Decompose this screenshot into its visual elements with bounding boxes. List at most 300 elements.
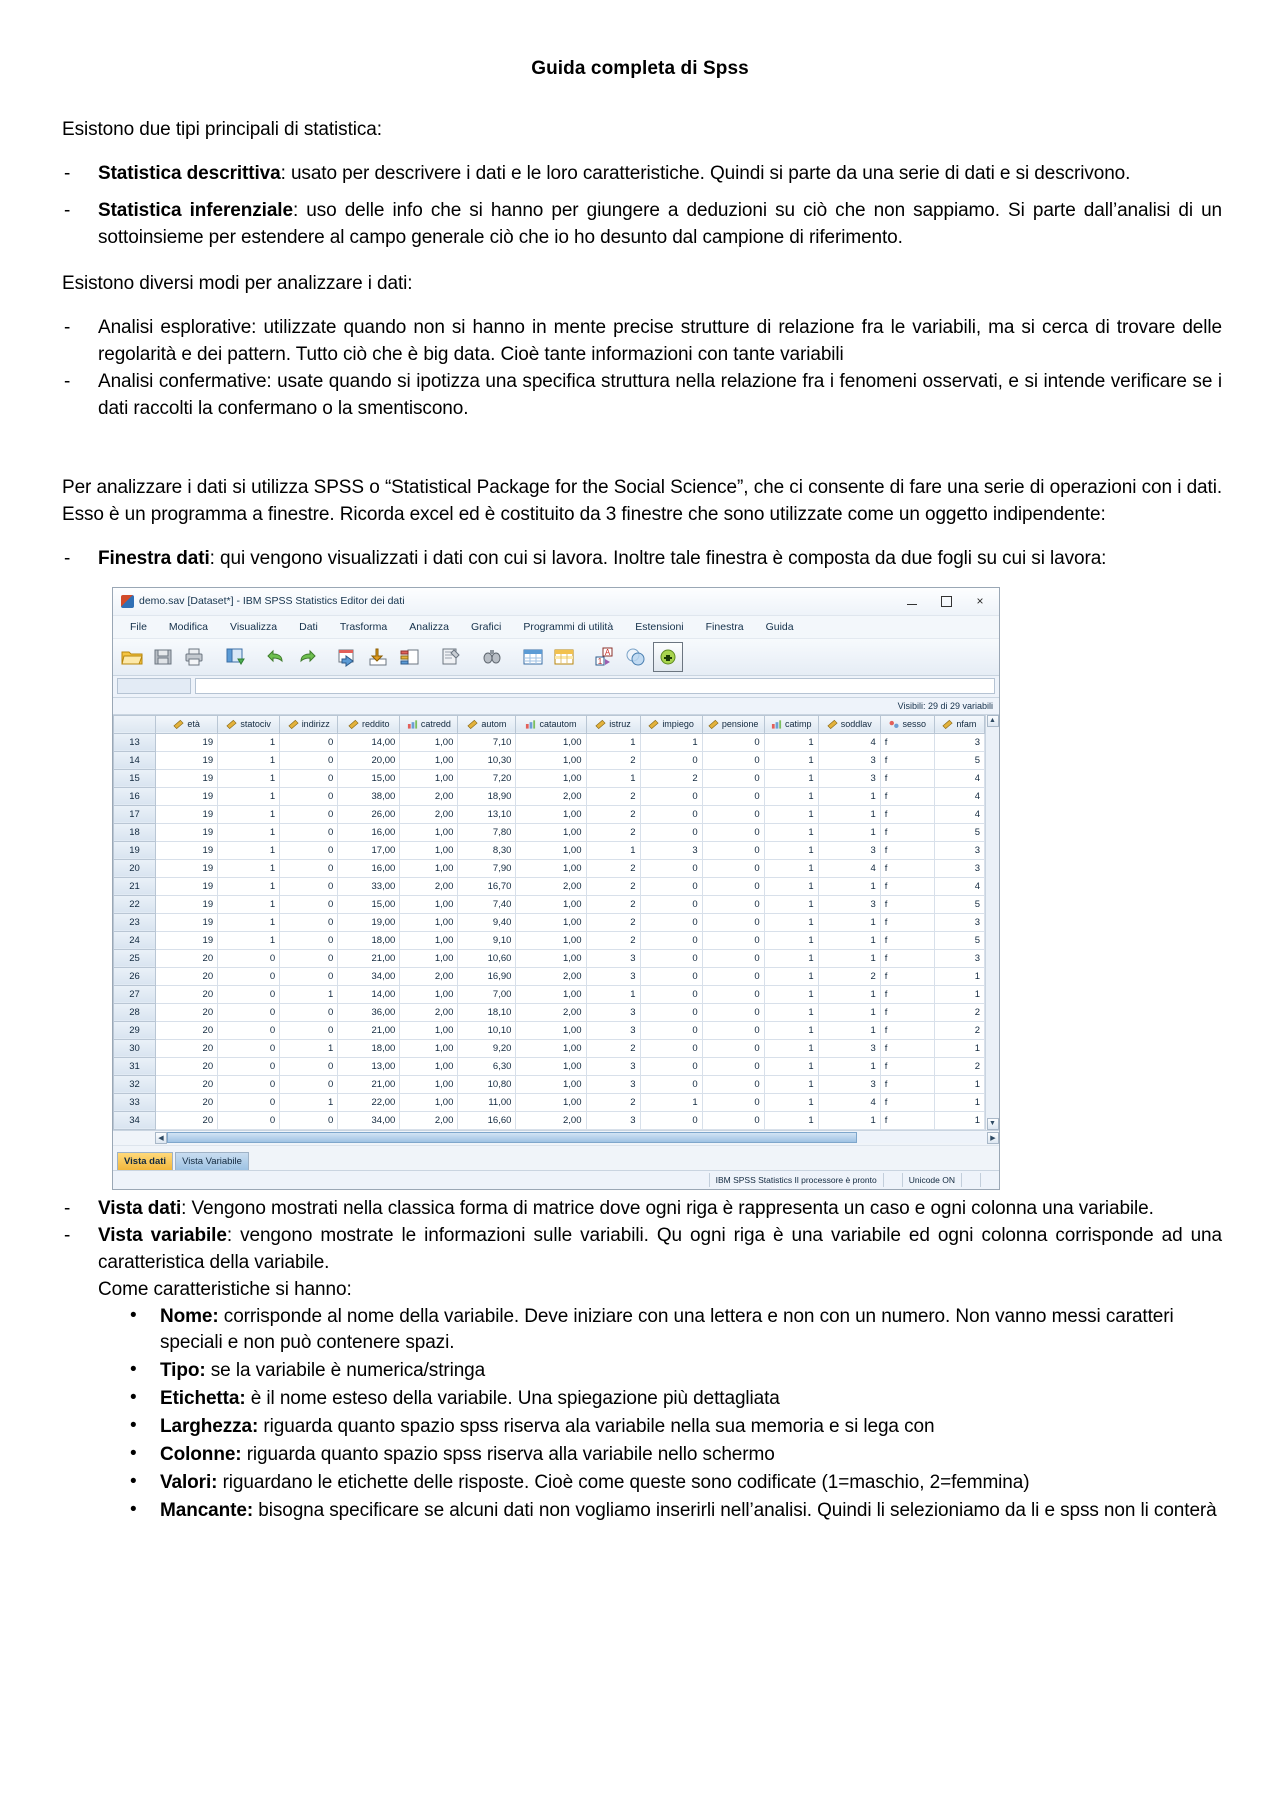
table-cell[interactable]: 1 <box>818 949 880 967</box>
use-variable-sets-icon[interactable] <box>622 643 650 671</box>
table-cell[interactable]: f <box>880 1057 934 1075</box>
table-cell[interactable]: 10,30 <box>458 751 516 769</box>
table-cell[interactable]: 1 <box>764 985 818 1003</box>
table-cell[interactable]: 1 <box>764 733 818 751</box>
table-cell[interactable]: 1 <box>764 1003 818 1021</box>
table-cell[interactable]: 3 <box>934 913 984 931</box>
table-row[interactable] <box>114 1111 985 1129</box>
table-cell[interactable]: 0 <box>702 1021 764 1039</box>
table-cell[interactable]: 19,00 <box>338 913 400 931</box>
row-header-cell[interactable]: 20 <box>114 859 156 877</box>
table-cell[interactable]: 1 <box>818 1111 880 1129</box>
table-cell[interactable]: 2 <box>934 1021 984 1039</box>
table-cell[interactable]: 1,00 <box>400 1093 458 1111</box>
value-labels-icon[interactable] <box>591 643 619 671</box>
column-header-sesso[interactable]: sesso <box>880 715 934 733</box>
table-cell[interactable]: 1,00 <box>400 1075 458 1093</box>
scroll-down-icon[interactable]: ▼ <box>987 1118 999 1130</box>
table-cell[interactable]: 0 <box>640 1075 702 1093</box>
table-cell[interactable]: 1 <box>764 805 818 823</box>
table-cell[interactable]: 20 <box>156 967 218 985</box>
row-header-cell[interactable]: 28 <box>114 1003 156 1021</box>
table-cell[interactable]: 0 <box>702 1039 764 1057</box>
table-cell[interactable]: 1 <box>934 1111 984 1129</box>
table-cell[interactable]: 20 <box>156 1057 218 1075</box>
table-cell[interactable]: 1 <box>764 877 818 895</box>
row-header-cell[interactable]: 27 <box>114 985 156 1003</box>
table-cell[interactable]: 0 <box>280 1021 338 1039</box>
column-header-istruz[interactable]: istruz <box>586 715 640 733</box>
table-cell[interactable]: 4 <box>818 733 880 751</box>
table-cell[interactable]: 1 <box>764 769 818 787</box>
table-cell[interactable]: 0 <box>702 769 764 787</box>
table-cell[interactable]: 4 <box>934 787 984 805</box>
scroll-up-icon[interactable]: ▲ <box>987 715 999 727</box>
table-cell[interactable]: 1,00 <box>400 895 458 913</box>
table-cell[interactable]: f <box>880 787 934 805</box>
table-cell[interactable]: 7,40 <box>458 895 516 913</box>
table-cell[interactable]: 16,60 <box>458 1111 516 1129</box>
table-cell[interactable]: 2,00 <box>516 877 586 895</box>
table-cell[interactable]: 0 <box>280 895 338 913</box>
column-header-autom[interactable]: autom <box>458 715 516 733</box>
table-cell[interactable]: 1 <box>818 1057 880 1075</box>
table-cell[interactable]: 0 <box>702 877 764 895</box>
table-cell[interactable]: 0 <box>702 1057 764 1075</box>
table-cell[interactable]: 1 <box>764 931 818 949</box>
table-cell[interactable]: 0 <box>702 1093 764 1111</box>
cell-value-input[interactable] <box>195 678 995 694</box>
table-cell[interactable]: 2,00 <box>400 1003 458 1021</box>
table-cell[interactable]: 1,00 <box>516 1075 586 1093</box>
table-cell[interactable]: 0 <box>280 1075 338 1093</box>
table-cell[interactable]: 1,00 <box>516 733 586 751</box>
table-cell[interactable]: 1,00 <box>516 751 586 769</box>
table-cell[interactable]: f <box>880 1111 934 1129</box>
table-row[interactable] <box>114 895 985 913</box>
table-cell[interactable]: 3 <box>586 1021 640 1039</box>
table-cell[interactable]: f <box>880 895 934 913</box>
table-cell[interactable]: 1 <box>280 1093 338 1111</box>
table-cell[interactable]: 0 <box>702 733 764 751</box>
table-cell[interactable]: 1,00 <box>516 805 586 823</box>
table-cell[interactable]: 19 <box>156 751 218 769</box>
table-cell[interactable]: 2 <box>586 1093 640 1111</box>
table-cell[interactable]: 1,00 <box>400 1021 458 1039</box>
table-cell[interactable]: 13,10 <box>458 805 516 823</box>
table-row[interactable] <box>114 1057 985 1075</box>
table-cell[interactable]: 1 <box>764 823 818 841</box>
table-cell[interactable]: 18,10 <box>458 1003 516 1021</box>
table-cell[interactable]: 0 <box>218 1075 280 1093</box>
table-cell[interactable]: 2 <box>586 1039 640 1057</box>
undo-icon[interactable] <box>262 643 290 671</box>
close-icon[interactable]: × <box>976 594 984 609</box>
table-cell[interactable]: 20 <box>156 1003 218 1021</box>
table-cell[interactable]: 3 <box>934 859 984 877</box>
table-cell[interactable]: 1,00 <box>400 1039 458 1057</box>
table-cell[interactable]: 18,00 <box>338 1039 400 1057</box>
table-cell[interactable]: 34,00 <box>338 967 400 985</box>
scroll-left-icon[interactable]: ◀ <box>155 1132 167 1144</box>
table-cell[interactable]: 1 <box>764 1093 818 1111</box>
table-cell[interactable]: 0 <box>640 823 702 841</box>
table-cell[interactable]: 3 <box>934 733 984 751</box>
table-cell[interactable]: 1,00 <box>400 985 458 1003</box>
table-cell[interactable]: 1 <box>764 949 818 967</box>
table-cell[interactable]: 1 <box>818 985 880 1003</box>
tab-vista-dati[interactable]: Vista dati <box>117 1152 173 1170</box>
table-cell[interactable]: 2,00 <box>400 805 458 823</box>
table-row[interactable] <box>114 985 985 1003</box>
table-cell[interactable]: 1 <box>934 1093 984 1111</box>
menu-item-analizza[interactable]: Analizza <box>409 620 449 633</box>
table-cell[interactable]: 0 <box>640 787 702 805</box>
row-header-cell[interactable]: 31 <box>114 1057 156 1075</box>
table-cell[interactable]: 1 <box>280 1039 338 1057</box>
menu-item-trasforma[interactable]: Trasforma <box>339 620 388 633</box>
table-cell[interactable]: 0 <box>218 1039 280 1057</box>
table-cell[interactable]: 14,00 <box>338 985 400 1003</box>
table-cell[interactable]: 5 <box>934 823 984 841</box>
table-cell[interactable]: 1 <box>640 733 702 751</box>
table-cell[interactable]: 1 <box>640 1093 702 1111</box>
table-cell[interactable]: f <box>880 931 934 949</box>
table-cell[interactable]: 1 <box>218 751 280 769</box>
table-cell[interactable]: 0 <box>640 949 702 967</box>
table-cell[interactable]: 2,00 <box>516 1111 586 1129</box>
goto-case-icon[interactable] <box>334 643 362 671</box>
row-header-cell[interactable]: 33 <box>114 1093 156 1111</box>
table-cell[interactable]: 0 <box>280 931 338 949</box>
table-cell[interactable]: 0 <box>218 1057 280 1075</box>
table-row[interactable] <box>114 967 985 985</box>
table-cell[interactable]: 3 <box>818 841 880 859</box>
column-header-soddlav[interactable]: soddlav <box>818 715 880 733</box>
recall-dialogs-icon[interactable] <box>221 643 249 671</box>
table-cell[interactable]: 3 <box>586 1111 640 1129</box>
menu-item-visualizza[interactable]: Visualizza <box>230 620 278 633</box>
table-cell[interactable]: f <box>880 1021 934 1039</box>
table-cell[interactable]: 1 <box>218 913 280 931</box>
horizontal-scrollbar[interactable] <box>113 1130 999 1145</box>
print-icon[interactable] <box>180 643 208 671</box>
table-cell[interactable]: 1 <box>218 895 280 913</box>
table-row[interactable] <box>114 1021 985 1039</box>
table-cell[interactable]: 0 <box>702 805 764 823</box>
table-cell[interactable]: 22,00 <box>338 1093 400 1111</box>
table-cell[interactable]: 4 <box>934 769 984 787</box>
table-row[interactable] <box>114 805 985 823</box>
table-cell[interactable]: 1 <box>764 751 818 769</box>
table-cell[interactable]: 0 <box>218 967 280 985</box>
table-cell[interactable]: 1 <box>818 877 880 895</box>
table-row[interactable] <box>114 733 985 751</box>
table-cell[interactable]: 0 <box>218 985 280 1003</box>
table-cell[interactable]: 3 <box>586 949 640 967</box>
table-cell[interactable]: 10,60 <box>458 949 516 967</box>
table-cell[interactable]: 0 <box>640 751 702 769</box>
table-cell[interactable]: 0 <box>218 1003 280 1021</box>
table-cell[interactable]: 17,00 <box>338 841 400 859</box>
table-cell[interactable]: 0 <box>218 949 280 967</box>
table-cell[interactable]: 1,00 <box>400 823 458 841</box>
table-cell[interactable]: 0 <box>702 1111 764 1129</box>
table-cell[interactable]: 15,00 <box>338 769 400 787</box>
table-cell[interactable]: 2 <box>586 895 640 913</box>
table-cell[interactable]: f <box>880 733 934 751</box>
table-cell[interactable]: 19 <box>156 841 218 859</box>
table-cell[interactable]: 1 <box>218 787 280 805</box>
table-cell[interactable]: 1 <box>818 805 880 823</box>
table-cell[interactable]: 2,00 <box>400 967 458 985</box>
table-cell[interactable]: 20 <box>156 985 218 1003</box>
table-cell[interactable]: 1,00 <box>516 949 586 967</box>
table-cell[interactable]: 1 <box>764 967 818 985</box>
table-cell[interactable]: 19 <box>156 877 218 895</box>
column-header-catredd[interactable]: catredd <box>400 715 458 733</box>
table-cell[interactable]: 1 <box>586 769 640 787</box>
table-cell[interactable]: 1,00 <box>400 751 458 769</box>
table-cell[interactable]: 1 <box>818 1021 880 1039</box>
table-cell[interactable]: 21,00 <box>338 949 400 967</box>
table-cell[interactable]: 1,00 <box>516 841 586 859</box>
table-cell[interactable]: 0 <box>640 913 702 931</box>
table-cell[interactable]: 1,00 <box>400 769 458 787</box>
menu-item-modifica[interactable]: Modifica <box>168 620 209 633</box>
table-cell[interactable]: 1 <box>818 787 880 805</box>
table-cell[interactable]: f <box>880 805 934 823</box>
table-cell[interactable]: 6,30 <box>458 1057 516 1075</box>
table-cell[interactable]: f <box>880 1075 934 1093</box>
table-row[interactable] <box>114 859 985 877</box>
table-cell[interactable]: 1 <box>818 823 880 841</box>
table-cell[interactable]: f <box>880 1003 934 1021</box>
menu-item-file[interactable]: File <box>130 620 147 633</box>
row-header-cell[interactable]: 13 <box>114 733 156 751</box>
table-cell[interactable]: 1 <box>818 931 880 949</box>
table-cell[interactable]: 0 <box>280 1111 338 1129</box>
split-file-icon[interactable] <box>519 643 547 671</box>
table-cell[interactable]: 0 <box>640 1111 702 1129</box>
row-header-cell[interactable]: 22 <box>114 895 156 913</box>
run-descriptives-icon[interactable] <box>437 643 465 671</box>
table-cell[interactable]: 0 <box>280 751 338 769</box>
table-cell[interactable]: 10,10 <box>458 1021 516 1039</box>
table-cell[interactable]: 1 <box>218 859 280 877</box>
column-header-reddito[interactable]: reddito <box>338 715 400 733</box>
table-cell[interactable]: 1,00 <box>400 841 458 859</box>
table-cell[interactable]: 1 <box>586 985 640 1003</box>
column-header-statociv[interactable]: statociv <box>218 715 280 733</box>
table-cell[interactable]: 1 <box>218 769 280 787</box>
table-cell[interactable]: 7,90 <box>458 859 516 877</box>
table-cell[interactable]: f <box>880 949 934 967</box>
cell-reference-box[interactable] <box>117 678 191 694</box>
table-cell[interactable]: 20 <box>156 1093 218 1111</box>
table-cell[interactable]: 20 <box>156 949 218 967</box>
weight-cases-icon[interactable] <box>550 643 578 671</box>
table-cell[interactable]: 1 <box>764 1111 818 1129</box>
table-cell[interactable]: 18,00 <box>338 931 400 949</box>
table-cell[interactable]: 2,00 <box>400 1111 458 1129</box>
table-cell[interactable]: 7,80 <box>458 823 516 841</box>
table-cell[interactable]: 3 <box>586 1075 640 1093</box>
variables-icon[interactable] <box>396 643 424 671</box>
maximize-icon[interactable] <box>929 589 963 613</box>
table-cell[interactable]: 19 <box>156 733 218 751</box>
table-cell[interactable]: 1 <box>764 1075 818 1093</box>
row-header-cell[interactable]: 26 <box>114 967 156 985</box>
table-cell[interactable]: 5 <box>934 751 984 769</box>
table-cell[interactable]: 0 <box>640 1039 702 1057</box>
table-row[interactable] <box>114 1039 985 1057</box>
table-cell[interactable]: 1,00 <box>400 931 458 949</box>
table-cell[interactable]: 2 <box>586 751 640 769</box>
table-cell[interactable]: 1 <box>934 967 984 985</box>
table-cell[interactable]: f <box>880 769 934 787</box>
table-cell[interactable]: 1,00 <box>516 1039 586 1057</box>
table-cell[interactable]: 10,80 <box>458 1075 516 1093</box>
row-header-cell[interactable]: 30 <box>114 1039 156 1057</box>
table-cell[interactable]: 38,00 <box>338 787 400 805</box>
row-header-cell[interactable]: 23 <box>114 913 156 931</box>
menu-item-dati[interactable]: Dati <box>299 620 318 633</box>
table-cell[interactable]: 0 <box>640 1021 702 1039</box>
table-cell[interactable]: 7,00 <box>458 985 516 1003</box>
table-cell[interactable]: 2 <box>586 913 640 931</box>
table-cell[interactable]: 1 <box>586 733 640 751</box>
table-cell[interactable]: 1,00 <box>516 1057 586 1075</box>
vertical-scrollbar[interactable] <box>985 715 999 1130</box>
table-cell[interactable]: 0 <box>702 787 764 805</box>
table-cell[interactable]: f <box>880 841 934 859</box>
table-cell[interactable]: 1,00 <box>516 913 586 931</box>
table-cell[interactable]: 0 <box>280 805 338 823</box>
table-cell[interactable]: 9,20 <box>458 1039 516 1057</box>
table-cell[interactable]: 21,00 <box>338 1021 400 1039</box>
column-header-pensione[interactable]: pensione <box>702 715 764 733</box>
table-cell[interactable]: 0 <box>280 913 338 931</box>
open-file-icon[interactable] <box>118 643 146 671</box>
table-cell[interactable]: 2 <box>586 931 640 949</box>
table-cell[interactable]: 0 <box>702 859 764 877</box>
table-cell[interactable]: 3 <box>818 769 880 787</box>
table-cell[interactable]: 0 <box>640 985 702 1003</box>
table-cell[interactable]: 19 <box>156 895 218 913</box>
table-cell[interactable]: 33,00 <box>338 877 400 895</box>
table-cell[interactable]: 2,00 <box>400 787 458 805</box>
table-cell[interactable]: 0 <box>218 1021 280 1039</box>
row-header-cell[interactable]: 21 <box>114 877 156 895</box>
menu-item-guida[interactable]: Guida <box>765 620 794 633</box>
row-header-cell[interactable]: 19 <box>114 841 156 859</box>
table-cell[interactable]: 1,00 <box>516 859 586 877</box>
column-header-eta[interactable]: età <box>156 715 218 733</box>
table-cell[interactable]: 1 <box>934 1039 984 1057</box>
table-cell[interactable]: 0 <box>640 1003 702 1021</box>
table-row[interactable] <box>114 841 985 859</box>
table-cell[interactable]: 3 <box>818 1039 880 1057</box>
table-cell[interactable]: 0 <box>640 895 702 913</box>
table-cell[interactable]: 1,00 <box>400 949 458 967</box>
table-cell[interactable]: 13,00 <box>338 1057 400 1075</box>
table-cell[interactable]: 0 <box>702 1003 764 1021</box>
menu-item-estensioni[interactable]: Estensioni <box>635 620 684 633</box>
table-cell[interactable]: 1 <box>764 895 818 913</box>
table-cell[interactable]: 1,00 <box>516 769 586 787</box>
table-cell[interactable]: 0 <box>702 949 764 967</box>
row-header-cell[interactable]: 17 <box>114 805 156 823</box>
table-cell[interactable]: 20 <box>156 1075 218 1093</box>
table-cell[interactable]: f <box>880 913 934 931</box>
table-row[interactable] <box>114 913 985 931</box>
table-cell[interactable]: 19 <box>156 787 218 805</box>
table-cell[interactable]: 2 <box>586 823 640 841</box>
table-cell[interactable]: 1 <box>218 877 280 895</box>
table-cell[interactable]: 3 <box>818 751 880 769</box>
table-cell[interactable]: 1,00 <box>516 1093 586 1111</box>
table-cell[interactable]: 2 <box>586 787 640 805</box>
table-cell[interactable]: 1 <box>818 913 880 931</box>
column-header-catautom[interactable]: catautom <box>516 715 586 733</box>
table-cell[interactable]: 2 <box>586 877 640 895</box>
table-cell[interactable]: 0 <box>702 913 764 931</box>
table-cell[interactable]: 1 <box>280 985 338 1003</box>
table-cell[interactable]: 5 <box>934 931 984 949</box>
table-cell[interactable]: 1 <box>218 841 280 859</box>
row-header-cell[interactable]: 24 <box>114 931 156 949</box>
table-cell[interactable]: 2 <box>640 769 702 787</box>
table-cell[interactable]: 1 <box>764 913 818 931</box>
row-header-cell[interactable]: 14 <box>114 751 156 769</box>
table-row[interactable] <box>114 1075 985 1093</box>
table-cell[interactable]: 0 <box>280 1003 338 1021</box>
table-cell[interactable]: 0 <box>640 1057 702 1075</box>
tab-vista-variabile[interactable]: Vista Variabile <box>175 1152 249 1170</box>
table-cell[interactable]: f <box>880 823 934 841</box>
table-cell[interactable]: 0 <box>280 733 338 751</box>
grid-corner-cell[interactable] <box>114 715 156 733</box>
menu-item-grafici[interactable]: Grafici <box>470 620 502 633</box>
table-row[interactable] <box>114 1003 985 1021</box>
table-row[interactable] <box>114 1093 985 1111</box>
table-row[interactable] <box>114 823 985 841</box>
table-cell[interactable]: 0 <box>280 877 338 895</box>
table-cell[interactable]: 0 <box>280 967 338 985</box>
minimize-icon[interactable] <box>895 589 929 613</box>
table-cell[interactable]: 4 <box>934 805 984 823</box>
table-cell[interactable]: 1 <box>934 1075 984 1093</box>
table-cell[interactable]: 1 <box>764 841 818 859</box>
horizontal-scroll-track[interactable] <box>857 1132 987 1143</box>
table-cell[interactable]: 1 <box>764 787 818 805</box>
table-cell[interactable]: 3 <box>934 841 984 859</box>
column-header-catimp[interactable]: catimp <box>764 715 818 733</box>
table-row[interactable] <box>114 877 985 895</box>
table-cell[interactable]: 0 <box>280 787 338 805</box>
table-cell[interactable]: 20 <box>156 1039 218 1057</box>
table-cell[interactable]: 20 <box>156 1111 218 1129</box>
find-icon[interactable] <box>478 643 506 671</box>
table-cell[interactable]: 0 <box>218 1111 280 1129</box>
row-header-cell[interactable]: 32 <box>114 1075 156 1093</box>
table-cell[interactable]: 3 <box>586 1003 640 1021</box>
redo-icon[interactable] <box>293 643 321 671</box>
table-cell[interactable]: 18,90 <box>458 787 516 805</box>
table-cell[interactable]: 2 <box>586 805 640 823</box>
table-cell[interactable]: 0 <box>702 1075 764 1093</box>
